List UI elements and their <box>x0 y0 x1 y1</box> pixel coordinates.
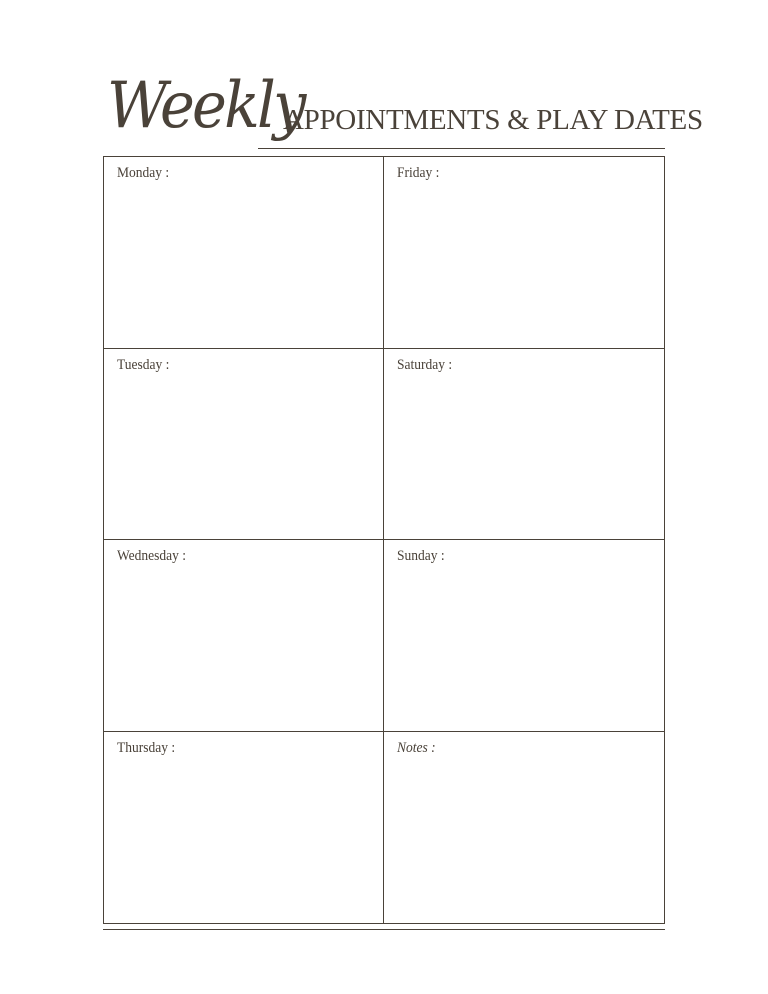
day-label-saturday: Saturday : <box>397 356 453 373</box>
page-title-script: Weekly <box>107 69 304 143</box>
header-divider <box>258 148 665 149</box>
day-label-friday: Friday : <box>397 165 440 181</box>
notes-box[interactable] <box>384 732 664 924</box>
day-box-friday[interactable] <box>384 157 664 349</box>
day-label-tuesday: Tuesday : <box>117 356 170 373</box>
page-header <box>103 69 703 150</box>
day-label-thursday: Thursday : <box>117 739 176 756</box>
notes-label: Notes : <box>397 739 436 756</box>
page-subtitle: APPOINTMENTS & PLAY DATES <box>283 104 703 136</box>
day-label-sunday: Sunday : <box>397 548 445 564</box>
day-box-sunday[interactable] <box>384 540 664 732</box>
day-box-monday[interactable] <box>104 157 384 349</box>
day-label-monday: Monday : <box>117 165 170 181</box>
planner-grid <box>103 156 665 924</box>
day-box-tuesday[interactable] <box>104 349 384 541</box>
day-label-wednesday: Wednesday : <box>117 548 187 564</box>
day-box-thursday[interactable] <box>104 732 384 924</box>
footer-divider <box>103 929 665 930</box>
day-box-wednesday[interactable] <box>104 540 384 732</box>
day-box-saturday[interactable] <box>384 349 664 541</box>
